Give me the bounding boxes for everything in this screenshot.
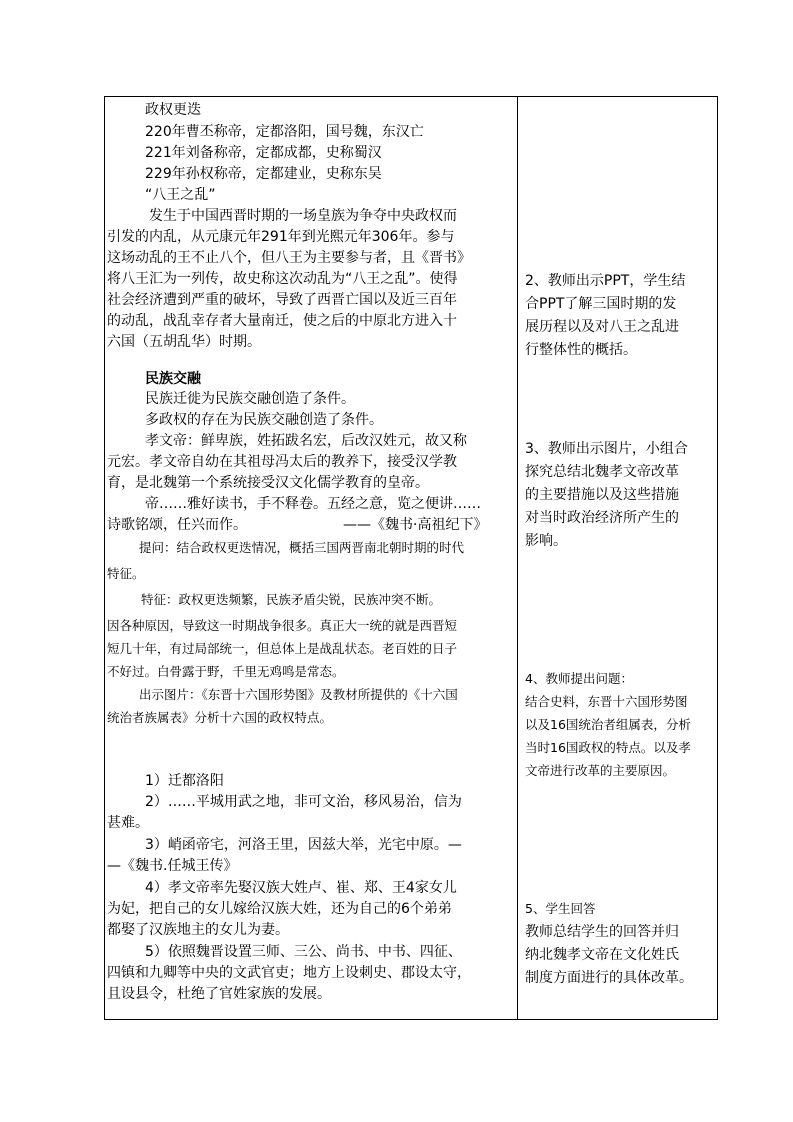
step-3-line: 的主要措施以及这些措施 (525, 487, 679, 503)
step-4-title: 4、教师提出问题： (525, 671, 633, 686)
quote-line: 诗歌铭颂，任兴而作。 (107, 517, 247, 533)
numbered-item: 2）……平城用武之地，非可文治，移风易治，信为 (145, 794, 462, 810)
text-line: 229年孙权称帝，定都建业，史称东吴 (145, 166, 382, 182)
step-4-line: 以及16国统治者组属表，分析 (525, 717, 691, 732)
numbered-item: 甚难。 (107, 815, 149, 831)
question-line: 提问：结合政权更迭情况，概括三国两晋南北朝时期的时代 (139, 540, 465, 555)
step-5-title: 5、学生回答 (525, 901, 596, 916)
numbered-item: 4）孝文帝率先娶汉族大姓卢、崔、郑、王4家女儿 (145, 880, 457, 896)
paragraph-line: 的动乱，战乱幸存者大量南迁，使之后的中原北方进入十 (107, 313, 457, 329)
step-2-line: 行整体性的概括。 (525, 342, 637, 358)
step-3-line: 对当时政治经济所产生的 (525, 510, 679, 526)
reason-line: 因各种原因，导致这一时期战争很多。真正大一统的就是西晋短 (107, 618, 458, 633)
paragraph-line: 将八王汇为一列传，故史称这次动乱为“八王之乱”。使得 (107, 271, 458, 287)
paragraph-line: 引发的内乱，从元康元年291年到光熙元年306年。参与 (107, 229, 455, 245)
question-line: 特征。 (107, 566, 145, 581)
text-line: 220年曹丕称帝，定都洛阳，国号魏，东汉亡 (145, 124, 424, 140)
paragraph-line: 六国（五胡乱华）时期。 (107, 334, 261, 350)
step-5-line: 制度方面进行的具体改革。 (525, 970, 693, 986)
feature-line: 特征：政权更迭频繁，民族矛盾尖锐，民族冲突不断。 (141, 592, 442, 607)
step-2-line: 2、教师出示PPT，学生结 (525, 273, 686, 289)
numbered-item: 四镇和九卿等中央的文武官吏；地方上设刺史、郡设太守， (107, 965, 471, 981)
paragraph-line: 这场动乱的王不止八个，但八王为主要参与者，且《晋书》 (107, 250, 471, 266)
step-4-line: 当时16国政权的特点。以及孝 (525, 740, 691, 755)
step-5-line: 纳北魏孝文帝在文化姓氏 (525, 947, 679, 963)
numbered-item: 5）依照魏晋设置三师、三公、尚书、中书、四征、 (145, 944, 462, 960)
numbered-item: 为妃，把自己的女儿嫁给汉族大姓，还为自己的6个弟弟 (107, 901, 452, 917)
numbered-item: —《魏书.任城王传》 (107, 858, 238, 874)
show-image-line: 统治者族属表》分析十六国的政权特点。 (107, 710, 333, 725)
text-line: 221年刘备称帝，定都成都，史称蜀汉 (145, 145, 382, 161)
paragraph-line: 孝文帝：鲜卑族，姓拓跋名宏，后改汉姓元，故又称 (145, 433, 467, 449)
paragraph-line: 元宏。孝文帝自幼在其祖母冯太后的教养下，接受汉学教 (107, 454, 457, 470)
lesson-table (104, 96, 718, 1020)
paragraph-line: 发生于中国西晋时期的一场皇族为争夺中央政权而 (149, 208, 457, 224)
paragraph-line: 社会经济遭到严重的破坏，导致了西晋亡国以及近三百年 (107, 292, 457, 308)
step-5-line: 教师总结学生的回答并归 (525, 924, 679, 940)
numbered-item: 都娶了汉族地主的女儿为妻。 (107, 922, 289, 938)
heading-eight-kings: “八王之乱” (145, 187, 216, 203)
numbered-item: 3）峭函帝宅，河洛王里，因兹大举，光宅中原。— (145, 837, 462, 853)
step-2-line: 展历程以及对八王之乱进 (525, 319, 679, 335)
step-3-line: 影响。 (525, 533, 567, 549)
step-3-line: 3、教师出示图片，小组合 (525, 441, 688, 457)
reason-line: 不好过。白骨露于野，千里无鸡鸣是常态。 (107, 664, 345, 679)
numbered-item: 且设县令，杜绝了官姓家族的发展。 (107, 986, 331, 1002)
reason-line: 短几十年，有过局部统一，但总体上是战乱状态。老百姓的日子 (107, 641, 458, 656)
step-3-line: 探究总结北魏孝文帝改革 (525, 464, 679, 480)
step-2-line: 合PPT了解三国时期的发 (525, 296, 677, 312)
text-line: 多政权的存在为民族交融创造了条件。 (145, 412, 383, 428)
step-4-line: 结合史料，东晋十六国形势图 (525, 694, 688, 709)
quote-line: 帝……雅好读书，手不释卷。五经之意，览之便讲…… (145, 496, 481, 512)
text-line: 民族迁徙为民族交融创造了条件。 (145, 391, 355, 407)
show-image-line: 出示图片：《东晋十六国形势图》及教材所提供的《十六国 (139, 687, 458, 702)
heading-regime-change: 政权更迭 (145, 102, 201, 118)
numbered-item: 1）迁都洛阳 (145, 773, 224, 789)
paragraph-line: 育，是北魏第一个系统接受汉文化儒学教育的皇帝。 (107, 475, 429, 491)
quote-source: ——《魏书·高祖纪下》 (343, 517, 488, 533)
column-divider (517, 97, 518, 1019)
step-4-line: 文帝进行改革的主要原因。 (525, 763, 676, 778)
heading-ethnic-fusion: 民族交融 (145, 371, 201, 387)
